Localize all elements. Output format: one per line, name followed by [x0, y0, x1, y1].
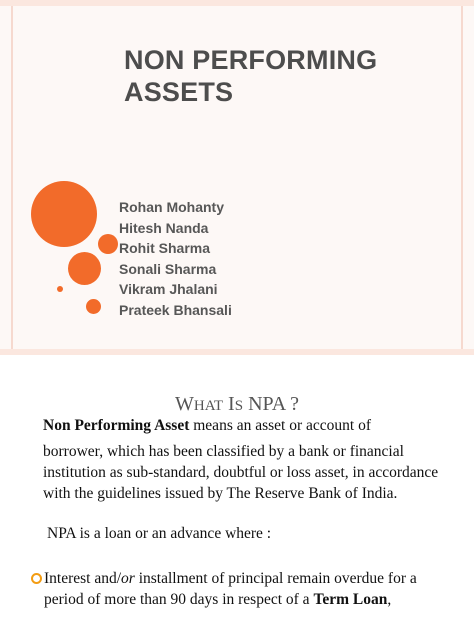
npa-intro: NPA is a loan or an advance where : — [47, 525, 272, 542]
definition-paragraph: Non Performing Asset means an asset or account of borrower, which has been classified by a bank or financial institution as sub-standard, doubtful or loss asset, in accordance with the guidelines issued by The Reserve Bank of India. — [43, 417, 439, 502]
author-name: Rohan Mohanty — [119, 199, 224, 215]
decorative-line — [11, 0, 13, 355]
decorative-circle-large — [31, 181, 97, 247]
bullet-icon — [31, 573, 42, 584]
author-name: Prateek Bhansali — [119, 301, 232, 318]
author-name: Vikram Jhalani — [119, 281, 218, 297]
decorative-circle-dot — [57, 286, 63, 292]
title-line-2: ASSETS — [124, 77, 234, 107]
author-name: Rohit Sharma — [119, 240, 211, 256]
decorative-circle-small — [86, 299, 101, 314]
definition-slide — [0, 355, 474, 632]
title-line-1: NON PERFORMING — [124, 45, 378, 75]
defined-term: Non Performing Asset — [43, 417, 190, 434]
bullet-item: Interest and/or installment of principal remain overdue for a period of more than 90 days in respect of a Term Loan, — [44, 570, 417, 608]
decorative-circle-medium — [68, 252, 101, 285]
slide-heading: WHAT IS NPA ? — [174, 393, 300, 415]
presentation-title — [124, 44, 464, 108]
author-name: Hitesh Nanda — [119, 219, 209, 236]
author-name: Sonali Sharma — [119, 260, 217, 277]
author-list — [119, 197, 232, 320]
decorative-band — [0, 0, 474, 6]
decorative-circle-small — [98, 234, 118, 254]
